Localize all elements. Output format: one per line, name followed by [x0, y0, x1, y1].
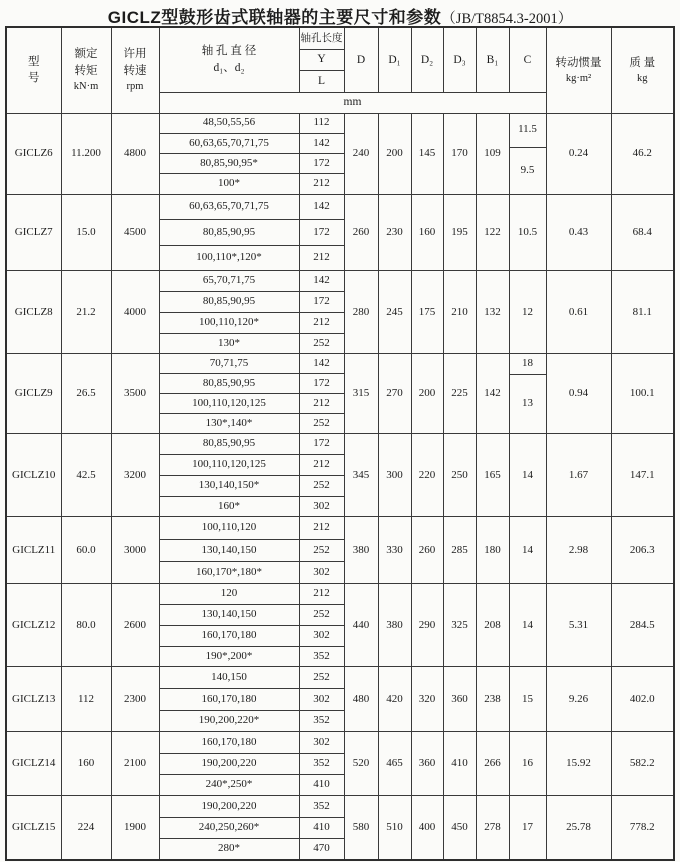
cell-bore-diameters: 80,85,90,95 [159, 292, 299, 313]
cell-bore-length: 302 [299, 732, 344, 753]
cell-bore-length: 352 [299, 796, 344, 817]
cell-dim-d2: 175 [411, 271, 443, 354]
cell-inertia: 0.24 [546, 113, 611, 194]
cell-mass: 81.1 [611, 271, 674, 354]
cell-inertia: 0.43 [546, 194, 611, 271]
torque-header-line: 额定 [74, 48, 98, 61]
cell-bore-length: 212 [299, 455, 344, 476]
cell-bore-length: 172 [299, 434, 344, 455]
cell-bore-length: 302 [299, 625, 344, 646]
cell-speed: 4500 [111, 194, 159, 271]
cell-rated-torque: 112 [61, 667, 111, 732]
cell-dim-d2: 200 [411, 354, 443, 434]
cell-dim-d1: 510 [378, 796, 411, 860]
cell-bore-length: 112 [299, 113, 344, 133]
cell-dim-d: 380 [344, 517, 378, 584]
cell-dim-d3: 170 [443, 113, 476, 194]
cell-dim-c [509, 113, 546, 194]
c-value-bottom: 9.5 [520, 163, 535, 176]
cell-bore-diameters: 48,50,55,56 [159, 113, 299, 133]
cell-model: GICLZ14 [6, 732, 61, 796]
cell-dim-d3: 450 [443, 796, 476, 860]
cell-speed: 4000 [111, 271, 159, 354]
model-header [7, 55, 61, 86]
cell-dim-b1: 278 [476, 796, 509, 860]
cell-bore-length: 352 [299, 646, 344, 667]
cell-bore-length: 172 [299, 154, 344, 174]
cell-dim-d: 260 [344, 194, 378, 271]
cell-dim-d: 440 [344, 584, 378, 667]
cell-dim-d3: 250 [443, 434, 476, 517]
bore-diameter-header [160, 44, 299, 75]
cell-dim-d: 580 [344, 796, 378, 860]
c-split-wrap [510, 354, 546, 433]
speed-header-line: 许用 [123, 48, 147, 61]
cell-bore-diameters: 60,63,65,70,71,75 [159, 194, 299, 220]
bore-diameter-header-line: 轴 孔 直 径 [201, 45, 257, 58]
cell-model: GICLZ9 [6, 354, 61, 434]
col-header-mass [611, 27, 674, 113]
cell-bore-length: 410 [299, 817, 344, 838]
table-body [6, 113, 674, 860]
cell-mass: 402.0 [611, 667, 674, 732]
cell-rated-torque: 11.200 [61, 113, 111, 194]
cell-mass: 206.3 [611, 517, 674, 584]
cell-bore-diameters: 100,110,120* [159, 312, 299, 333]
cell-bore-diameters: 80,85,90,95 [159, 374, 299, 394]
cell-bore-diameters: 190,200,220 [159, 796, 299, 817]
cell-bore-length: 352 [299, 753, 344, 774]
col-header-d: D [344, 27, 378, 92]
cell-bore-diameters: 100,110,120,125 [159, 455, 299, 476]
cell-bore-length: 142 [299, 133, 344, 153]
torque-header [62, 47, 111, 93]
inertia-header [547, 56, 611, 86]
inertia-header-line: kg·m² [565, 72, 592, 84]
col-header-inertia [546, 27, 611, 113]
col-header-d3: D₃ [443, 27, 476, 92]
cell-dim-d3: 410 [443, 732, 476, 796]
torque-header-line: kN·m [73, 81, 99, 93]
cell-mass: 46.2 [611, 113, 674, 194]
cell-dim-d: 315 [344, 354, 378, 434]
speed-header-line: rpm [126, 81, 144, 93]
cell-bore-diameters: 130,140,150 [159, 605, 299, 626]
col-header-b1: B₁ [476, 27, 509, 92]
col-header-length-y: Y [299, 49, 344, 70]
cell-dim-d: 520 [344, 732, 378, 796]
col-header-model [6, 27, 61, 113]
mass-header-line: kg [637, 72, 648, 84]
cell-bore-length: 172 [299, 220, 344, 246]
cell-dim-d2: 220 [411, 434, 443, 517]
cell-bore-length: 172 [299, 292, 344, 313]
table-row-giclz9-0 [6, 354, 674, 374]
spec-table-container [0, 26, 680, 861]
cell-dim-d2: 400 [411, 796, 443, 860]
cell-bore-length: 410 [299, 775, 344, 796]
cell-bore-length: 142 [299, 354, 344, 374]
col-header-d1: D₁ [378, 27, 411, 92]
cell-bore-length: 172 [299, 374, 344, 394]
cell-dim-b1: 132 [476, 271, 509, 354]
cell-bore-diameters: 60,63,65,70,71,75 [159, 133, 299, 153]
cell-speed: 2100 [111, 732, 159, 796]
cell-rated-torque: 224 [61, 796, 111, 860]
model-header-line: 型 [28, 55, 40, 68]
cell-inertia: 2.98 [546, 517, 611, 584]
c-value-bottom: 13 [522, 397, 533, 410]
table-row-giclz8-0 [6, 271, 674, 292]
cell-bore-length: 302 [299, 689, 344, 711]
cell-model: GICLZ15 [6, 796, 61, 860]
cell-dim-d3: 325 [443, 584, 476, 667]
cell-dim-c: 12 [509, 271, 546, 354]
cell-bore-diameters: 240,250,260* [159, 817, 299, 838]
cell-bore-diameters: 120 [159, 584, 299, 605]
cell-dim-d1: 245 [378, 271, 411, 354]
cell-bore-diameters: 160* [159, 496, 299, 517]
table-row-giclz10-0 [6, 434, 674, 455]
cell-speed: 4800 [111, 113, 159, 194]
col-header-rated-torque [61, 27, 111, 113]
cell-dim-d2: 360 [411, 732, 443, 796]
cell-dim-d3: 210 [443, 271, 476, 354]
cell-bore-length: 212 [299, 517, 344, 539]
cell-dim-c: 15 [509, 667, 546, 732]
cell-inertia: 0.61 [546, 271, 611, 354]
cell-speed: 1900 [111, 796, 159, 860]
col-header-speed [111, 27, 159, 113]
cell-bore-diameters: 65,70,71,75 [159, 271, 299, 292]
cell-dim-b1: 122 [476, 194, 509, 271]
bore-diameter-header-line: d₁、d₂ [213, 61, 245, 74]
cell-dim-d2: 320 [411, 667, 443, 732]
cell-model: GICLZ8 [6, 271, 61, 354]
cell-bore-diameters: 160,170,180 [159, 625, 299, 646]
cell-dim-c: 10.5 [509, 194, 546, 271]
cell-bore-diameters: 80,85,90,95 [159, 434, 299, 455]
cell-dim-d1: 420 [378, 667, 411, 732]
cell-dim-d1: 300 [378, 434, 411, 517]
cell-bore-length: 212 [299, 245, 344, 271]
table-row-giclz15-0 [6, 796, 674, 817]
cell-inertia: 25.78 [546, 796, 611, 860]
cell-dim-d2: 145 [411, 113, 443, 194]
cell-speed: 2300 [111, 667, 159, 732]
cell-rated-torque: 80.0 [61, 584, 111, 667]
cell-inertia: 0.94 [546, 354, 611, 434]
cell-rated-torque: 42.5 [61, 434, 111, 517]
cell-inertia: 5.31 [546, 584, 611, 667]
cell-model: GICLZ7 [6, 194, 61, 271]
table-row-giclz7-0 [6, 194, 674, 220]
cell-dim-c: 14 [509, 517, 546, 584]
cell-speed: 3500 [111, 354, 159, 434]
torque-header-line: 转矩 [74, 64, 98, 77]
cell-bore-diameters: 240*,250* [159, 775, 299, 796]
cell-dim-c: 14 [509, 584, 546, 667]
header-row-1 [6, 27, 674, 49]
col-header-c: C [509, 27, 546, 92]
cell-bore-diameters: 130*,140* [159, 414, 299, 434]
cell-mass: 582.2 [611, 732, 674, 796]
cell-dim-d1: 380 [378, 584, 411, 667]
cell-dim-c [509, 354, 546, 434]
cell-bore-diameters: 80,85,90,95* [159, 154, 299, 174]
cell-bore-diameters: 100* [159, 174, 299, 194]
unit-mm-cell: mm [159, 92, 546, 113]
cell-model: GICLZ13 [6, 667, 61, 732]
cell-bore-diameters: 70,71,75 [159, 354, 299, 374]
cell-rated-torque: 15.0 [61, 194, 111, 271]
cell-bore-length: 470 [299, 839, 344, 860]
cell-dim-b1: 208 [476, 584, 509, 667]
cell-dim-d: 240 [344, 113, 378, 194]
cell-bore-diameters: 100,110,120 [159, 517, 299, 539]
cell-model: GICLZ12 [6, 584, 61, 667]
model-header-line: 号 [28, 72, 40, 85]
cell-dim-d1: 230 [378, 194, 411, 271]
table-row-giclz14-0 [6, 732, 674, 753]
cell-bore-length: 252 [299, 414, 344, 434]
table-row-giclz6-0 [6, 113, 674, 133]
cell-bore-length: 252 [299, 333, 344, 354]
cell-bore-diameters: 190,200,220 [159, 753, 299, 774]
cell-dim-c: 17 [509, 796, 546, 860]
cell-bore-diameters: 160,170,180 [159, 689, 299, 711]
cell-bore-length: 302 [299, 496, 344, 517]
cell-bore-diameters: 280* [159, 839, 299, 860]
cell-speed: 3200 [111, 434, 159, 517]
cell-inertia: 15.92 [546, 732, 611, 796]
mass-header-line: 质 量 [629, 56, 656, 69]
cell-bore-diameters: 100,110*,120* [159, 245, 299, 271]
cell-speed: 3000 [111, 517, 159, 584]
cell-inertia: 1.67 [546, 434, 611, 517]
c-value-top: 11.5 [510, 114, 546, 148]
cell-bore-length: 252 [299, 667, 344, 689]
c-split-wrap [510, 114, 546, 194]
cell-mass: 100.1 [611, 354, 674, 434]
cell-bore-length: 252 [299, 475, 344, 496]
cell-mass: 778.2 [611, 796, 674, 860]
cell-dim-d: 345 [344, 434, 378, 517]
mass-header [612, 56, 674, 86]
cell-bore-diameters: 160,170,180 [159, 732, 299, 753]
cell-bore-diameters: 130* [159, 333, 299, 354]
cell-dim-b1: 109 [476, 113, 509, 194]
cell-rated-torque: 160 [61, 732, 111, 796]
cell-bore-length: 212 [299, 312, 344, 333]
inertia-header-line: 转动惯量 [555, 56, 602, 69]
cell-bore-length: 142 [299, 194, 344, 220]
cell-dim-d: 280 [344, 271, 378, 354]
cell-dim-d1: 200 [378, 113, 411, 194]
cell-bore-length: 142 [299, 271, 344, 292]
col-header-bore-diameter [159, 27, 299, 92]
cell-dim-d2: 160 [411, 194, 443, 271]
title-main-text: GICLZ型鼓形齿式联轴器的主要尺寸和参数 [107, 8, 442, 27]
table-row-giclz12-0 [6, 584, 674, 605]
table-header [6, 27, 674, 113]
cell-bore-diameters: 130,140,150* [159, 475, 299, 496]
cell-speed: 2600 [111, 584, 159, 667]
cell-dim-b1: 238 [476, 667, 509, 732]
c-value-top: 18 [510, 354, 546, 375]
cell-dim-d3: 225 [443, 354, 476, 434]
cell-dim-d2: 260 [411, 517, 443, 584]
col-header-bore-length: 轴孔长度 [299, 27, 344, 49]
col-header-d2: D₂ [411, 27, 443, 92]
cell-dim-c: 16 [509, 732, 546, 796]
cell-rated-torque: 26.5 [61, 354, 111, 434]
cell-model: GICLZ6 [6, 113, 61, 194]
cell-bore-length: 212 [299, 174, 344, 194]
cell-dim-d2: 290 [411, 584, 443, 667]
cell-bore-diameters: 160,170*,180* [159, 562, 299, 584]
cell-model: GICLZ11 [6, 517, 61, 584]
cell-bore-diameters: 190*,200* [159, 646, 299, 667]
cell-rated-torque: 60.0 [61, 517, 111, 584]
cell-model: GICLZ10 [6, 434, 61, 517]
cell-bore-diameters: 130,140,150 [159, 539, 299, 561]
table-row-giclz13-0 [6, 667, 674, 689]
coupling-spec-table [5, 26, 675, 861]
cell-dim-d: 480 [344, 667, 378, 732]
cell-bore-length: 252 [299, 605, 344, 626]
cell-bore-diameters: 80,85,90,95 [159, 220, 299, 246]
page-title [0, 0, 680, 26]
cell-mass: 284.5 [611, 584, 674, 667]
cell-bore-diameters: 140,150 [159, 667, 299, 689]
cell-bore-diameters: 100,110,120,125 [159, 394, 299, 414]
cell-mass: 68.4 [611, 194, 674, 271]
cell-dim-b1: 180 [476, 517, 509, 584]
table-row-giclz11-0 [6, 517, 674, 539]
cell-bore-length: 212 [299, 584, 344, 605]
cell-dim-d3: 360 [443, 667, 476, 732]
col-header-length-l: L [299, 70, 344, 92]
cell-bore-length: 252 [299, 539, 344, 561]
cell-bore-length: 302 [299, 562, 344, 584]
cell-dim-d1: 330 [378, 517, 411, 584]
cell-dim-d1: 270 [378, 354, 411, 434]
cell-bore-diameters: 190,200,220* [159, 710, 299, 732]
cell-dim-c: 14 [509, 434, 546, 517]
cell-bore-length: 352 [299, 710, 344, 732]
cell-dim-d3: 285 [443, 517, 476, 584]
cell-dim-d3: 195 [443, 194, 476, 271]
cell-rated-torque: 21.2 [61, 271, 111, 354]
title-standard-ref: （JB/T8854.3-2001） [441, 11, 573, 27]
cell-bore-length: 212 [299, 394, 344, 414]
cell-dim-d1: 465 [378, 732, 411, 796]
cell-dim-b1: 266 [476, 732, 509, 796]
speed-header [112, 47, 159, 93]
speed-header-line: 转速 [123, 64, 147, 77]
cell-inertia: 9.26 [546, 667, 611, 732]
cell-dim-b1: 165 [476, 434, 509, 517]
cell-mass: 147.1 [611, 434, 674, 517]
cell-dim-b1: 142 [476, 354, 509, 434]
